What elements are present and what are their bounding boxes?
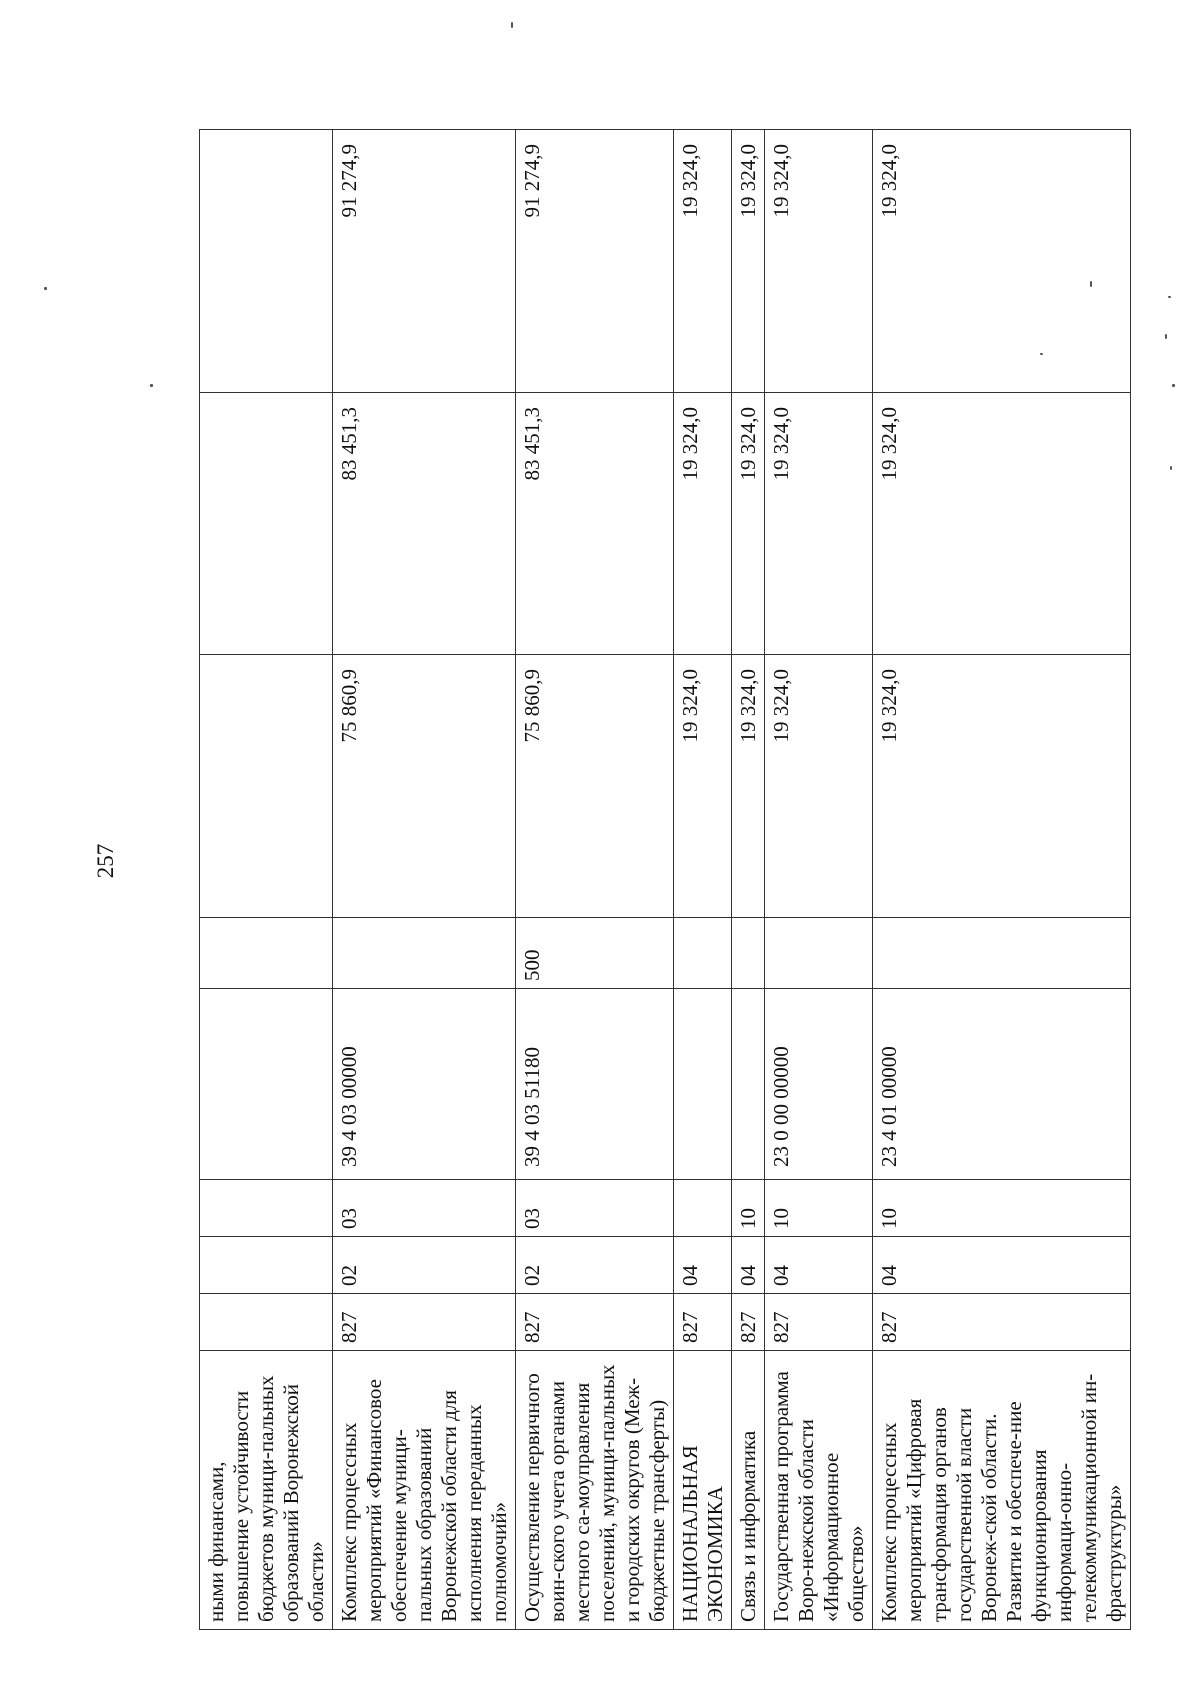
budget-table	[199, 129, 1131, 1630]
cell-vr: 500	[516, 918, 674, 989]
scan-speck	[150, 384, 153, 387]
cell-rz: 04	[873, 1237, 1131, 1294]
cell-vr	[732, 918, 765, 989]
cell-vr	[200, 918, 333, 989]
cell-pr: 03	[333, 1180, 516, 1237]
cell-name: Осуществление первичного воин-ского учета органами местного са-моуправления поселений, муници-пальных и городских округов (Меж-бюджетные трансферты)	[516, 1351, 674, 1630]
table-row	[732, 130, 765, 1630]
cell-pr: 03	[516, 1180, 674, 1237]
cell-csr: 23 4 01 00000	[873, 989, 1131, 1180]
cell-year1: 19 324,0	[732, 655, 765, 918]
table-row	[200, 130, 333, 1630]
cell-year3: 19 324,0	[873, 130, 1131, 393]
cell-rz: 04	[674, 1237, 732, 1294]
table-row	[333, 130, 516, 1630]
cell-year3: 91 274,9	[516, 130, 674, 393]
cell-vr	[873, 918, 1131, 989]
scan-speck	[1090, 281, 1092, 287]
cell-grbs: 827	[333, 1294, 516, 1351]
cell-pr: 10	[873, 1180, 1131, 1237]
cell-pr	[200, 1180, 333, 1237]
rotated-table-wrapper	[199, 130, 1126, 1630]
cell-grbs	[200, 1294, 333, 1351]
cell-year1	[200, 655, 333, 918]
cell-grbs: 827	[516, 1294, 674, 1351]
cell-year2: 19 324,0	[674, 393, 732, 655]
cell-vr	[333, 918, 516, 989]
table-row	[674, 130, 732, 1630]
cell-pr: 10	[732, 1180, 765, 1237]
cell-year1: 75 860,9	[516, 655, 674, 918]
cell-csr	[732, 989, 765, 1180]
cell-name: Государственная программа Воро-нежской области «Информационное общество»	[765, 1351, 873, 1630]
cell-year2	[200, 393, 333, 655]
cell-csr: 23 0 00 00000	[765, 989, 873, 1180]
cell-name: ными финансами, повышение устойчивости бюджетов муници-пальных образований Воронежской области»	[200, 1351, 333, 1630]
page-number: 257	[93, 843, 118, 879]
cell-vr	[674, 918, 732, 989]
cell-pr: 10	[765, 1180, 873, 1237]
cell-vr	[765, 918, 873, 989]
cell-rz	[200, 1237, 333, 1294]
table-row	[516, 130, 674, 1630]
cell-csr: 39 4 03 00000	[333, 989, 516, 1180]
cell-year3: 19 324,0	[732, 130, 765, 393]
cell-grbs: 827	[873, 1294, 1131, 1351]
cell-grbs: 827	[732, 1294, 765, 1351]
cell-year2: 83 451,3	[333, 393, 516, 655]
cell-grbs: 827	[765, 1294, 873, 1351]
cell-year3	[200, 130, 333, 393]
scan-speck	[1040, 353, 1043, 355]
cell-rz: 02	[516, 1237, 674, 1294]
cell-csr	[200, 989, 333, 1180]
cell-year1: 75 860,9	[333, 655, 516, 918]
cell-name: НАЦИОНАЛЬНАЯ ЭКОНОМИКА	[674, 1351, 732, 1630]
cell-year1: 19 324,0	[873, 655, 1131, 918]
cell-year1: 19 324,0	[674, 655, 732, 918]
scan-speck	[511, 22, 513, 28]
scan-speck	[1170, 466, 1172, 470]
cell-year3: 19 324,0	[765, 130, 873, 393]
cell-rz: 02	[333, 1237, 516, 1294]
cell-name: Комплекс процессных мероприятий «Цифровая трансформация органов государственной власти Воронеж-ской области. Развитие и обеспече-ние функционирования информаци-онно-телекоммуникационной ин-фраструктуры»	[873, 1351, 1131, 1630]
cell-year2: 19 324,0	[873, 393, 1131, 655]
cell-csr: 39 4 03 51180	[516, 989, 674, 1180]
cell-year2: 19 324,0	[732, 393, 765, 655]
table-row	[873, 130, 1131, 1630]
cell-pr	[674, 1180, 732, 1237]
cell-rz: 04	[732, 1237, 765, 1294]
scan-speck	[1165, 334, 1167, 339]
cell-rz: 04	[765, 1237, 873, 1294]
scan-speck	[1172, 384, 1175, 387]
cell-year2: 19 324,0	[765, 393, 873, 655]
cell-name: Комплекс процессных мероприятий «Финансовое обеспечение муници-пальных образований Воронежской области для исполнения переданных полномочий»	[333, 1351, 516, 1630]
scan-speck	[44, 287, 47, 290]
cell-year3: 19 324,0	[674, 130, 732, 393]
cell-name: Связь и информатика	[732, 1351, 765, 1630]
cell-year2: 83 451,3	[516, 393, 674, 655]
cell-year1: 19 324,0	[765, 655, 873, 918]
cell-grbs: 827	[674, 1294, 732, 1351]
table-row	[765, 130, 873, 1630]
cell-year3: 91 274,9	[333, 130, 516, 393]
cell-csr	[674, 989, 732, 1180]
scan-speck	[1168, 296, 1171, 298]
